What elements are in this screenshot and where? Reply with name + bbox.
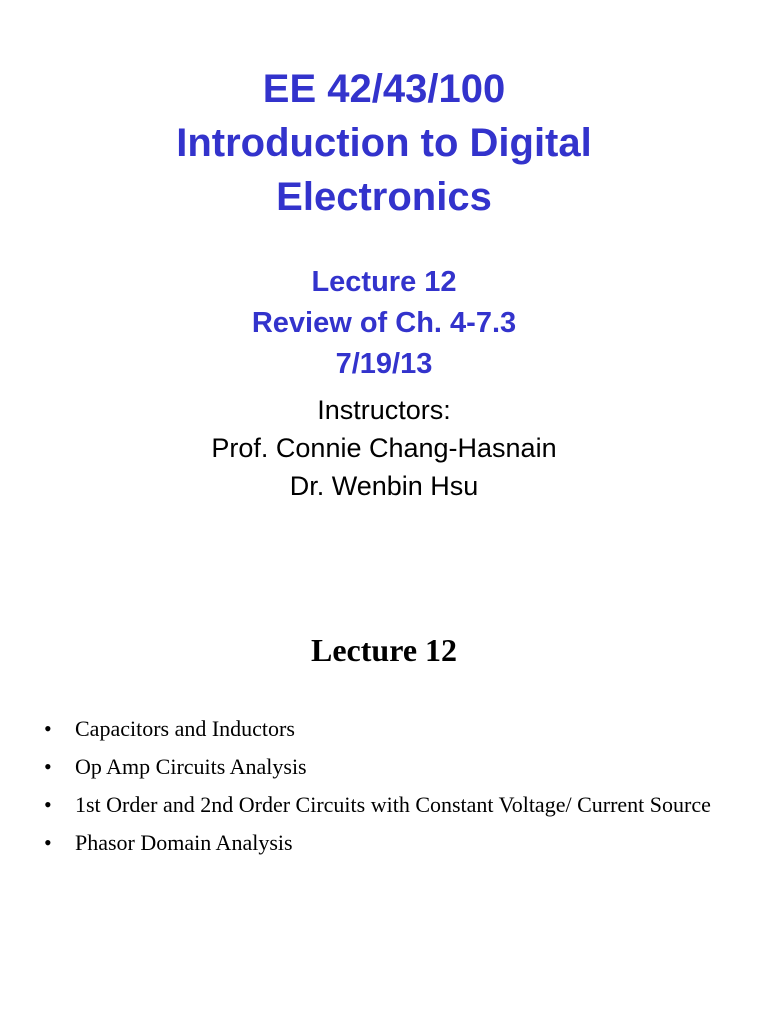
instructors [0, 391, 768, 505]
instructor-1: Prof. Connie Chang-Hasnain [211, 433, 557, 463]
topic-list [44, 716, 744, 868]
course-name-line-2: Electronics [276, 175, 492, 219]
bullet-icon: • [44, 830, 52, 855]
bullet-icon: • [44, 792, 52, 817]
lecture-heading: Lecture 12 [310, 632, 458, 668]
list-item-text: Phasor Domain Analysis [75, 830, 293, 855]
lecture-date: 7/19/13 [335, 348, 433, 380]
list-item-text: Capacitors and Inductors [75, 716, 295, 741]
list-item [44, 830, 744, 856]
lecture-number: Lecture 12 [311, 266, 457, 298]
bullet-icon: • [44, 754, 52, 779]
lecture-slide [0, 576, 768, 1024]
lecture-topic: Review of Ch. 4-7.3 [251, 307, 517, 339]
course-code: EE 42/43/100 [262, 67, 506, 111]
instructors-label: Instructors: [317, 395, 451, 425]
list-item [44, 716, 744, 742]
list-item [44, 754, 744, 780]
list-item-text: 1st Order and 2nd Order Circuits with Constant Voltage/ Current Source [75, 792, 711, 817]
bullet-icon: • [44, 716, 52, 741]
list-item [44, 792, 744, 818]
course-name-line-1: Introduction to Digital [176, 121, 592, 165]
list-item-text: Op Amp Circuits Analysis [75, 754, 307, 779]
course-title [0, 62, 768, 224]
instructor-2: Dr. Wenbin Hsu [289, 471, 479, 501]
lecture-info [0, 262, 768, 385]
